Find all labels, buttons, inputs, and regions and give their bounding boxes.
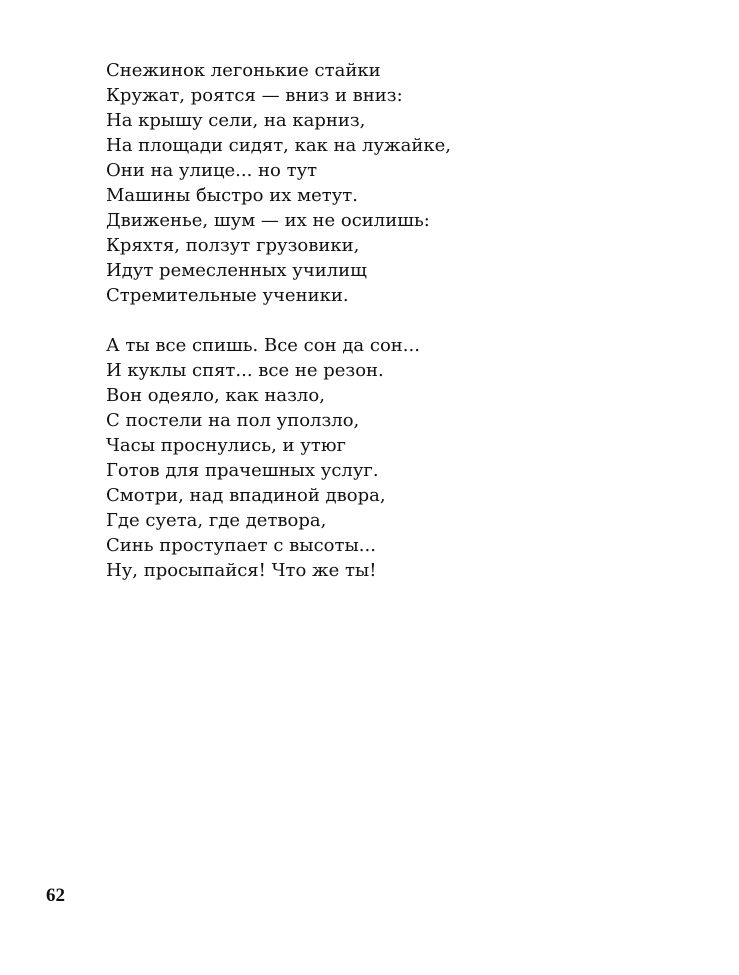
poem-line: Они на улице... но тут (106, 160, 318, 181)
poem-line: Идут ремесленных училищ (106, 260, 367, 281)
poem-line: На площади сидят, как на лужайке, (106, 135, 451, 156)
page-number: 62 (46, 885, 65, 906)
poem-line: Кряхтя, ползут грузовики, (106, 235, 360, 256)
poem-line: С постели на пол уползло, (106, 410, 360, 431)
poem-line: Ну, просыпайся! Что же ты! (106, 560, 377, 581)
poem-line: Вон одеяло, как назло, (106, 385, 325, 406)
poem-line: Смотри, над впадиной двора, (106, 485, 386, 506)
poem-line: Готов для прачешных услуг. (106, 460, 379, 481)
poem-line: И куклы спят... все не резон. (106, 360, 384, 381)
poem-line: Стремительные ученики. (106, 285, 349, 306)
poem-line: А ты все спишь. Все сон да сон... (106, 335, 420, 356)
poem-line: Кружат, роятся — вниз и вниз: (106, 85, 403, 106)
stanza-2 (106, 333, 706, 583)
poem-line: Снежинок легонькие стайки (106, 60, 381, 81)
poem-line: Часы проснулись, и утюг (106, 435, 346, 456)
poem-line: На крышу сели, на карниз, (106, 110, 366, 131)
poem-line: Движенье, шум — их не осилишь: (106, 210, 430, 231)
poem-line: Машины быстро их метут. (106, 185, 358, 206)
poem-line: Где суета, где детвора, (106, 510, 327, 531)
stanza-1 (106, 58, 706, 308)
poem-line: Синь проступает с высоты... (106, 535, 376, 556)
poem (106, 58, 706, 583)
